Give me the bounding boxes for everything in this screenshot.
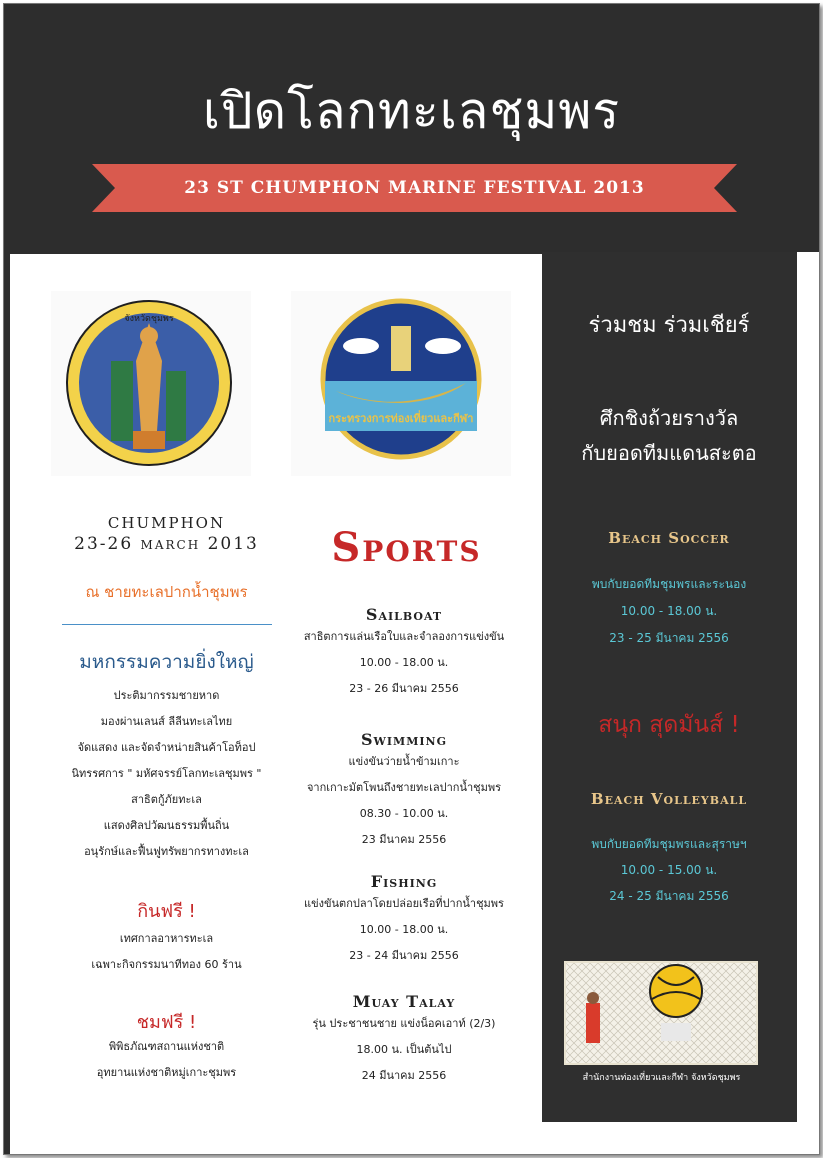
cheer-heading: ร่วมชม ร่วมเชียร์ [588, 313, 750, 338]
event-line: จากเกาะมัตโพนถึงชายทะเลปากน้ำชุมพร [306, 781, 502, 794]
highlights-list [44, 683, 289, 865]
info-line: พบกับยอดทีมชุมพรและสุราษฯ [591, 837, 747, 851]
see-free-list [44, 1034, 289, 1086]
province-seal [51, 291, 251, 476]
list-item: เฉพาะกิจกรรมนาทีทอง 60 ร้าน [91, 958, 242, 971]
bottom-right-margin [542, 1122, 819, 1154]
info-line: 10.00 - 15.00 น. [620, 863, 718, 877]
beach-volleyball-info [544, 831, 794, 909]
event-fishing [289, 872, 519, 969]
info-line: 10.00 - 18.00 น. [620, 604, 718, 618]
event-title: Fishing [370, 872, 438, 891]
list-item: แสดงศิลปวัฒนธรรมพื้นถิ่น [103, 819, 230, 832]
sports-title: Sports [331, 524, 482, 571]
eat-free-title: กินฟรี ! [137, 901, 196, 922]
list-item: พิพิธภัณฑสถานแห่งชาติ [108, 1040, 225, 1053]
list-item: นิทรรศการ " มหัศจรรย์โลกทะเลชุมพร " [71, 767, 262, 780]
section-heading: มหกรรมความยิ่งใหญ่ [79, 651, 254, 673]
venue-label: ณ ชายทะเลปากน้ำชุมพร [85, 583, 248, 601]
ministry-seal-icon [291, 291, 511, 476]
list-item: อนุรักษ์และฟื้นฟูทรัพยากรทางทะเล [84, 845, 249, 858]
soccer-ball-icon [566, 963, 756, 1063]
ministry-seal-text: กระทรวงการท่องเที่ยวและกีฬา [328, 412, 474, 425]
event-line: แข่งขันตกปลาโดยปล่อยเรือที่ปากน้ำชุมพร [304, 897, 504, 910]
event-title: Sailboat [365, 605, 443, 624]
event-line: 10.00 - 18.00 น. [359, 656, 449, 669]
event-line: 08.30 - 10.00 น. [359, 807, 449, 820]
event-line: 10.00 - 18.00 น. [359, 923, 449, 936]
trophy-line-1: ศึกชิงถ้วยรางวัล [599, 406, 739, 430]
beach-soccer-title: Beach Soccer [608, 529, 730, 547]
event-line: 23 - 24 มีนาคม 2556 [349, 949, 459, 962]
list-item: มองผ่านเลนส์ ลีลีนทะเลไทย [100, 715, 233, 728]
event-muay-talay [289, 992, 519, 1089]
event-title: Swimming [360, 730, 447, 749]
event-line: 23 - 26 มีนาคม 2556 [349, 682, 459, 695]
dates-label: 23-26 march 2013 [74, 534, 259, 554]
city-label: CHUMPHON [107, 514, 226, 532]
poster [3, 3, 820, 1155]
event-line: 18.00 น. เป็นต้นไป [356, 1043, 452, 1056]
beach-volleyball-title: Beach Volleyball [590, 790, 748, 808]
footer-credit: สำนักงานท่องเที่ยวและกีฬา จังหวัดชุมพร [582, 1073, 741, 1083]
ministry-seal [291, 291, 511, 476]
event-line: 23 มีนาคม 2556 [361, 833, 447, 846]
page-title: เปิดโลกทะเลชุมพร [202, 82, 621, 140]
info-line: 24 - 25 มีนาคม 2556 [609, 889, 729, 903]
beach-soccer-info [544, 571, 794, 652]
ribbon-text: 23 ST CHUMPHON MARINE FESTIVAL 2013 [184, 178, 645, 198]
info-line: 23 - 25 มีนาคม 2556 [609, 631, 729, 645]
trophy-line-2: กับยอดทีมแดนสะตอ [581, 441, 757, 465]
list-item: อุทยานแห่งชาติหมู่เกาะชุมพร [96, 1066, 237, 1079]
event-line: สาธิตการแล่นเรือใบและจำลองการแข่งขัน [303, 630, 505, 643]
event-title: Muay Talay [352, 992, 456, 1011]
event-line: รุ่น ประชาชนชาย แข่งน็อคเอาท์ (2/3) [312, 1017, 496, 1030]
fun-heading: สนุก สุดมันส์ ! [598, 712, 740, 738]
event-line: แข่งขันว่ายน้ำข้ามเกาะ [348, 755, 460, 768]
divider [62, 624, 272, 625]
list-item: สาธิตกู้ภัยทะเล [131, 793, 202, 806]
soccer-photo [564, 961, 758, 1065]
eat-free-list [44, 926, 289, 978]
province-seal-text: จังหวัดชุมพร [124, 314, 174, 324]
see-free-title: ชมฟรี ! [136, 1012, 197, 1033]
list-item: เทศกาลอาหารทะเล [119, 932, 214, 945]
event-sailboat [289, 605, 519, 702]
info-line: พบกับยอดทีมชุมพรและระนอง [591, 577, 747, 591]
event-line: 24 มีนาคม 2556 [361, 1069, 447, 1082]
event-swimming [289, 730, 519, 853]
list-item: ประติมากรรมชายหาด [113, 689, 220, 702]
right-margin [797, 252, 819, 1154]
list-item: จัดแสดง และจัดจำหน่ายสินค้าโอท็อป [77, 741, 256, 754]
